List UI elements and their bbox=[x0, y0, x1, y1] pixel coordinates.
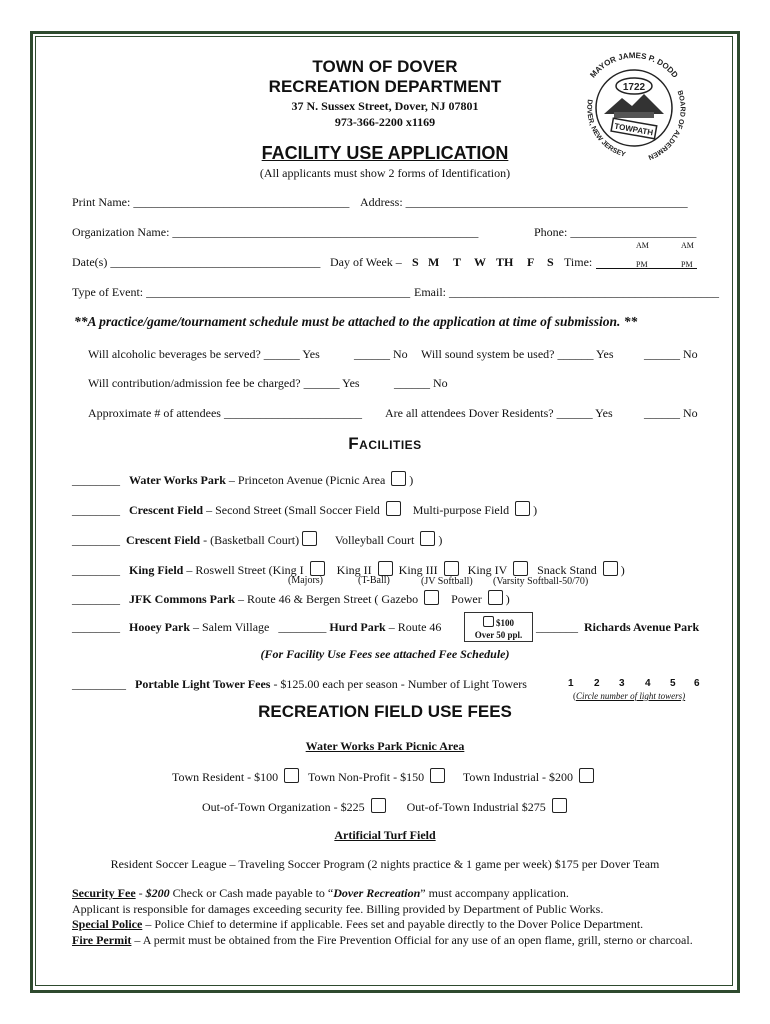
police-label: Special Police bbox=[72, 917, 143, 931]
dates-field[interactable]: Date(s) ___________________________________ bbox=[72, 255, 321, 269]
picnic-heading: Water Works Park Picnic Area bbox=[305, 739, 465, 753]
tower-number[interactable]: 1 bbox=[568, 678, 574, 689]
checkbox[interactable] bbox=[284, 768, 299, 783]
facility-name: JFK Commons Park bbox=[129, 592, 235, 606]
sound-question[interactable]: Will sound system be used? ______ Yes bbox=[421, 347, 614, 361]
hurd-fee-box bbox=[464, 612, 533, 642]
department-title: RECREATION DEPARTMENT bbox=[268, 77, 502, 96]
light-tower-row bbox=[72, 677, 527, 692]
phone-field[interactable]: Phone: _____________________ bbox=[534, 225, 697, 239]
svg-text:BOARD OF ALDERMEN: BOARD OF ALDERMEN bbox=[647, 89, 686, 161]
facility-row-hooey bbox=[72, 620, 441, 635]
day-option[interactable]: S bbox=[412, 255, 419, 269]
facility-name: Crescent Field bbox=[126, 533, 201, 547]
email-field[interactable]: Email: _____________________________________________ bbox=[414, 285, 719, 299]
day-option[interactable]: S bbox=[547, 255, 554, 269]
blank-line[interactable]: ________ bbox=[72, 563, 120, 577]
sub-label: (Varsity Softball-50/70) bbox=[493, 576, 589, 587]
footer-notes bbox=[72, 886, 712, 948]
tower-number[interactable]: 4 bbox=[645, 678, 651, 689]
blank-line[interactable]: ________ bbox=[72, 620, 120, 634]
facility-name: Crescent Field bbox=[129, 503, 204, 517]
security-fee-line bbox=[72, 886, 712, 902]
fee-schedule-note: (For Facility Use Fees see attached Fee Schedule) bbox=[260, 647, 510, 661]
tower-note-prefix: ( bbox=[573, 691, 576, 701]
facility-name: King Field bbox=[129, 563, 184, 577]
am-label: AM bbox=[681, 241, 694, 250]
blank-line[interactable]: ________ bbox=[72, 503, 120, 517]
text: - bbox=[135, 886, 146, 900]
fee-question[interactable]: Will contribution/admission fee be charged? ______ Yes bbox=[88, 376, 360, 390]
blank-line[interactable]: _________ bbox=[72, 677, 126, 691]
checkbox[interactable] bbox=[579, 768, 594, 783]
facility-row-king: ________ King Field – Roswell Street (King I King II King III King IV Snack Stand ) bbox=[72, 563, 625, 577]
facility-desc: – Route 46 & Bergen Street ( Gazebo bbox=[238, 592, 419, 606]
blank-line[interactable]: ________ bbox=[72, 473, 120, 487]
form-title: FACILITY USE APPLICATION bbox=[261, 143, 509, 163]
facility-desc: - (Basketball Court) bbox=[200, 533, 300, 547]
fee-label: Out-of-Town Organization - $225 bbox=[202, 800, 365, 814]
residents-no[interactable]: ______ No bbox=[644, 406, 698, 420]
security-label: Security Fee bbox=[72, 886, 136, 900]
tower-number[interactable]: 5 bbox=[670, 678, 676, 689]
schedule-note: **A practice/game/tournament schedule must be attached to the application at time of submission. ** bbox=[74, 314, 638, 329]
svg-text:MAYOR JAMES P. DODD: MAYOR JAMES P. DODD bbox=[588, 50, 680, 80]
organization-field[interactable]: Organization Name: ___________________________________________________ bbox=[72, 225, 479, 239]
fee-label: Town Resident - $100 bbox=[172, 770, 279, 784]
facility-desc: – Salem Village bbox=[193, 620, 270, 634]
sound-no[interactable]: ______ No bbox=[644, 347, 698, 361]
checkbox[interactable] bbox=[515, 501, 530, 516]
pm-label: PM bbox=[681, 260, 693, 269]
option-label: Volleyball Court bbox=[334, 533, 415, 547]
tower-note-text: Circle number of light towers) bbox=[576, 691, 686, 701]
checkbox[interactable] bbox=[513, 561, 528, 576]
town-seal-icon bbox=[570, 44, 698, 172]
facility-row-crescent: ________ Crescent Field – Second Street (Small Soccer Field Multi-purpose Field ) bbox=[72, 503, 538, 517]
checkbox[interactable] bbox=[378, 561, 393, 576]
option-label: Power bbox=[451, 592, 482, 606]
day-option[interactable]: M bbox=[428, 255, 440, 269]
option-label: King II bbox=[336, 563, 372, 577]
checkbox[interactable] bbox=[302, 531, 317, 546]
fee-label: Out-of-Town Industrial $275 bbox=[406, 800, 546, 814]
facility-row-richards bbox=[536, 620, 699, 635]
blank-line[interactable]: ________ bbox=[72, 533, 120, 547]
facility-desc: – Route 46 bbox=[388, 620, 442, 634]
fee-label: Town Industrial - $200 bbox=[462, 770, 574, 784]
facility-desc: – Second Street (Small Soccer Field bbox=[206, 503, 380, 517]
svg-text:DOVER, NEW JERSEY: DOVER, NEW JERSEY bbox=[585, 98, 627, 159]
checkbox[interactable] bbox=[552, 798, 567, 813]
checkbox[interactable] bbox=[483, 616, 494, 627]
facility-row-crescent-court: ________ Crescent Field - (Basketball Court) Volleyball Court ) bbox=[72, 533, 443, 547]
checkbox[interactable] bbox=[371, 798, 386, 813]
day-option[interactable]: W bbox=[474, 255, 486, 269]
checkbox[interactable] bbox=[310, 561, 325, 576]
fee-box-amount: $100 bbox=[496, 618, 514, 628]
fee-option bbox=[202, 798, 570, 815]
phone-line: 973-366-2200 x1169 bbox=[334, 115, 436, 129]
address-field[interactable]: Address: _______________________________________________ bbox=[360, 195, 688, 209]
facility-row-waterworks: ________ Water Works Park – Princeton Avenue (Picnic Area ) bbox=[72, 473, 414, 487]
facility-desc: – Roswell Street (King I bbox=[186, 563, 304, 577]
print-name-field[interactable]: Print Name: ____________________________________ bbox=[72, 195, 350, 209]
facility-name: Water Works Park bbox=[129, 473, 226, 487]
town-title: TOWN OF DOVER bbox=[312, 57, 458, 76]
facility-name: Hurd Park bbox=[329, 620, 386, 634]
checkbox[interactable] bbox=[488, 590, 503, 605]
tower-number[interactable]: 3 bbox=[619, 678, 625, 689]
facility-row-jfk: ________ JFK Commons Park – Route 46 & Bergen Street ( Gazebo Power ) bbox=[72, 592, 510, 606]
sub-label: (Majors) bbox=[288, 575, 323, 586]
facility-desc: – Princeton Avenue (Picnic Area bbox=[228, 473, 386, 487]
facility-name: Richards Avenue Park bbox=[584, 620, 700, 634]
facility-name: Portable Light Tower Fees bbox=[135, 677, 271, 691]
address-line: 37 N. Sussex Street, Dover, NJ 07801 bbox=[291, 99, 479, 113]
day-option[interactable]: F bbox=[527, 255, 535, 269]
facility-desc: - $125.00 each per season - Number of Light Towers bbox=[273, 677, 527, 691]
text: Check or Cash made payable to “ bbox=[169, 886, 334, 900]
police-line bbox=[72, 917, 712, 933]
attendees-field[interactable]: Approximate # of attendees _______________________ bbox=[88, 406, 362, 420]
day-option[interactable]: T bbox=[453, 255, 462, 269]
blank-line[interactable]: ________ bbox=[72, 592, 120, 606]
tower-number[interactable]: 6 bbox=[694, 678, 700, 689]
blank-line[interactable]: _______ bbox=[536, 620, 578, 634]
fire-label: Fire Permit bbox=[72, 932, 132, 947]
text: – Police Chief to determine if applicable. Fees set and payable directly to the Dover Police Department. bbox=[142, 917, 644, 931]
security-amount: $200 bbox=[145, 886, 170, 900]
option-label: King III bbox=[398, 563, 438, 577]
checkbox[interactable] bbox=[391, 471, 406, 486]
facility-name: Hooey Park bbox=[129, 620, 190, 634]
time-label: Time: bbox=[564, 255, 593, 269]
facilities-heading: Facilities bbox=[348, 434, 422, 453]
alcohol-question[interactable]: Will alcoholic beverages be served? ______ Yes bbox=[88, 347, 320, 361]
sub-label: (T-Ball) bbox=[358, 575, 390, 586]
text: ” must accompany application. bbox=[420, 886, 569, 900]
turf-text: Resident Soccer League – Traveling Soccer Program (2 nights practice & 1 game per week) $175 per Dover Team bbox=[110, 857, 660, 871]
svg-text:1722: 1722 bbox=[622, 82, 646, 93]
pm-label: PM bbox=[636, 260, 648, 269]
event-type-field[interactable]: Type of Event: ____________________________________________ bbox=[72, 285, 411, 299]
fees-heading: RECREATION FIELD USE FEES bbox=[258, 702, 512, 721]
option-label: King IV bbox=[467, 563, 508, 577]
form-subtitle: (All applicants must show 2 forms of Identification) bbox=[259, 166, 511, 180]
option-label: Multi-purpose Field bbox=[412, 503, 510, 517]
day-option[interactable]: TH bbox=[496, 255, 514, 269]
tower-number[interactable]: 2 bbox=[594, 678, 600, 689]
checkbox[interactable] bbox=[444, 561, 459, 576]
payee: Dover Recreation bbox=[333, 886, 421, 900]
blank-line[interactable]: ________ bbox=[278, 620, 327, 634]
text: – A permit must be obtained from the Fire Prevention Official for any use of an open flame, grill, sterno or charcoal. bbox=[131, 932, 693, 947]
turf-heading: Artificial Turf Field bbox=[334, 828, 436, 842]
fee-no[interactable]: ______ No bbox=[394, 376, 448, 390]
fire-line bbox=[72, 933, 712, 949]
svg-text:TOWPATH: TOWPATH bbox=[613, 121, 654, 138]
checkbox[interactable] bbox=[424, 590, 439, 605]
option-label: Snack Stand bbox=[537, 563, 597, 577]
day-of-week-label: Day of Week – bbox=[330, 255, 402, 269]
sub-label: (JV Softball) bbox=[421, 576, 473, 587]
tower-note bbox=[573, 691, 685, 701]
responsibility-line: Applicant is responsible for damages exceeding security fee. Billing provided by Department of Public Works. bbox=[72, 901, 604, 916]
checkbox[interactable] bbox=[386, 501, 401, 516]
checkbox[interactable] bbox=[420, 531, 435, 546]
fee-box-note: Over 50 ppl. bbox=[474, 630, 523, 640]
checkbox[interactable] bbox=[430, 768, 445, 783]
checkbox[interactable] bbox=[603, 561, 618, 576]
residents-question[interactable]: Are all attendees Dover Residents? ______ Yes bbox=[385, 406, 613, 420]
fee-option bbox=[172, 768, 597, 785]
am-label: AM bbox=[636, 241, 649, 250]
alcohol-no[interactable]: ______ No bbox=[354, 347, 408, 361]
fee-label: Town Non-Profit - $150 bbox=[307, 770, 425, 784]
